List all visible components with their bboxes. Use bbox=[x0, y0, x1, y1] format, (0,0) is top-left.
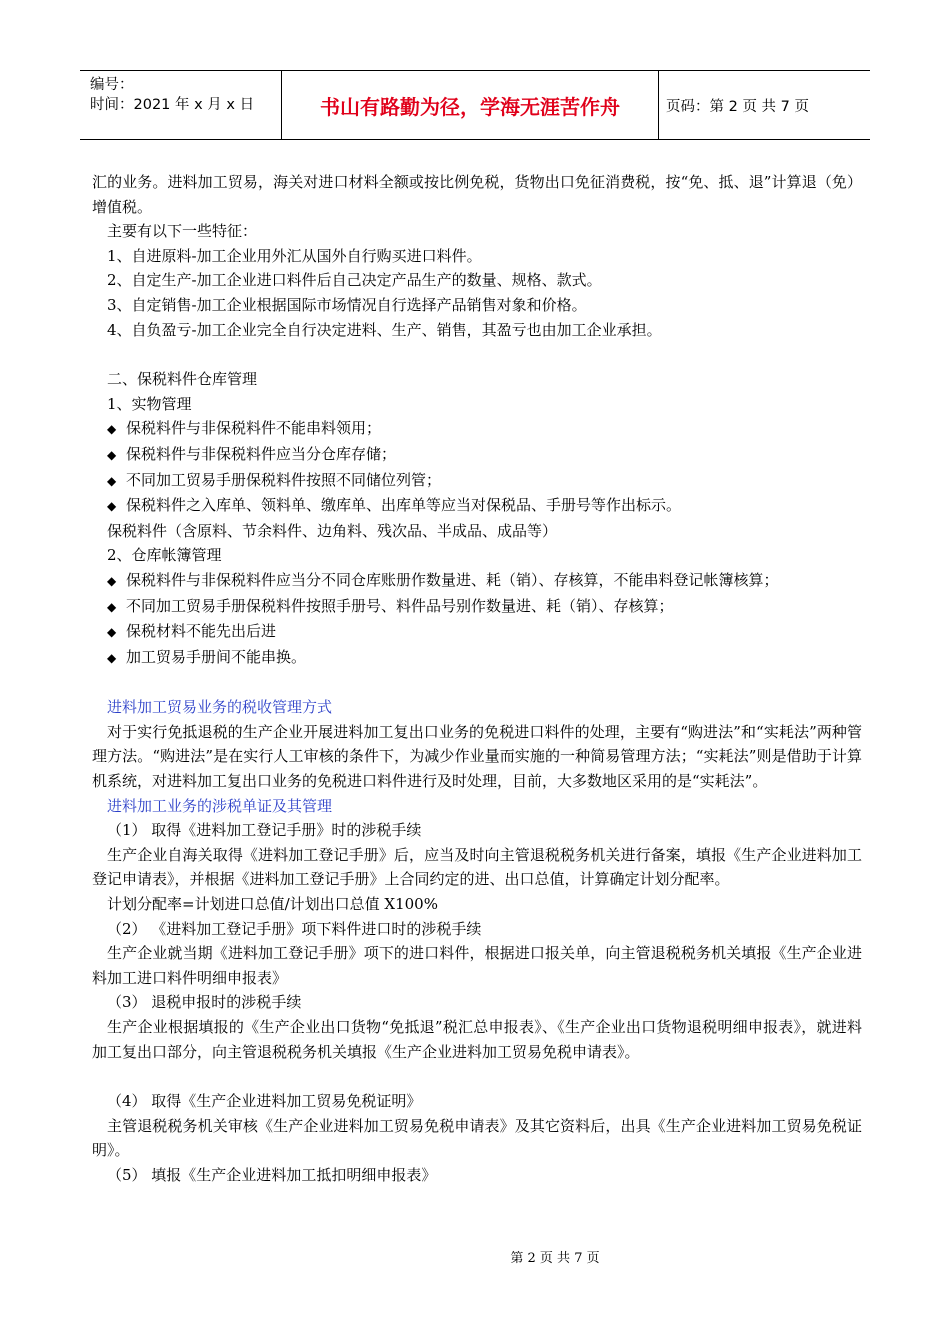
step-title: （5） 填报《生产企业进料加工抵扣明细申报表》 bbox=[107, 1165, 437, 1184]
bullet-item: ◆ 保税料件与非保税料件不能串料领用； bbox=[92, 416, 862, 442]
diamond-bullet-icon: ◆ bbox=[107, 422, 117, 437]
feature-item: 3、自定销售-加工企业根据国际市场情况自行选择产品销售对象和价格。 bbox=[107, 295, 587, 314]
paragraph: 生产企业根据填报的《生产企业出口货物“免抵退”税汇总申报表》、《生产企业出口货物退税明细申报表》，就进料加工复出口部分，向主管退税税务机关填报《生产企业进料加工贸易免税申请表》。 bbox=[92, 1018, 862, 1061]
step-title: （3） 退税申报时的涉税手续 bbox=[107, 993, 302, 1012]
paragraph: 生产企业就当期《进料加工登记手册》项下的进口料件，根据进口报关单，向主管退税税务机关填报《生产企业进料加工进口料件明细申报表》 bbox=[92, 944, 862, 987]
bullet-item: ◆ 保税料件与非保税料件应当分仓库存储； bbox=[92, 442, 862, 468]
doc-number-label: 编号： bbox=[90, 77, 134, 93]
page-header bbox=[80, 70, 870, 140]
doc-date-label: 时间：2021 年 x 月 x 日 bbox=[90, 97, 255, 113]
feature-item: 2、自定生产-加工企业进口料件后自己决定产品生产的数量、规格、款式。 bbox=[107, 271, 602, 290]
section-heading: 进料加工业务的涉税单证及其管理 bbox=[107, 796, 333, 815]
step-title: （4） 取得《生产企业进料加工贸易免税证明》 bbox=[107, 1092, 422, 1111]
bullet-item: ◆ 保税料件之入库单、领料单、缴库单、出库单等应当对保税品、手册号等作出标示。 bbox=[92, 493, 862, 519]
diamond-bullet-icon: ◆ bbox=[107, 573, 117, 588]
subsection-title: 2、仓库帐簿管理 bbox=[107, 546, 222, 565]
bullet-item: ◆ 保税材料不能先出后进 bbox=[92, 619, 862, 645]
diamond-bullet-icon: ◆ bbox=[107, 625, 117, 640]
paragraph: 主要有以下一些特征： bbox=[107, 222, 258, 241]
feature-item: 1、自进原料-加工企业用外汇从国外自行购买进口料件。 bbox=[107, 246, 482, 265]
paragraph: 生产企业自海关取得《进料加工登记手册》后，应当及时向主管退税税务机关进行备案，填报《生产企业进料加工登记申请表》，并根据《进料加工登记手册》上合同约定的进、出口总值，计算确定计划分配率。 bbox=[92, 845, 862, 889]
paragraph: 汇的业务。进料加工贸易，海关对进口材料全额或按比例免税，货物出口免征消费税，按“免、抵、退”计算退（免）增值税。 bbox=[92, 173, 862, 216]
paragraph: 保税料件（含原料、节余料件、边角料、残次品、半成品、成品等） bbox=[107, 521, 558, 540]
section-title: 二、保税料件仓库管理 bbox=[107, 370, 258, 389]
paragraph: 主管退税税务机关审核《生产企业进料加工贸易免税申请表》及其它资料后，出具《生产企业进料加工贸易免税证明》。 bbox=[92, 1116, 862, 1160]
subsection-title: 1、实物管理 bbox=[107, 394, 192, 413]
feature-item: 4、自负盈亏-加工企业完全自行决定进料、生产、销售，其盈亏也由加工企业承担。 bbox=[107, 320, 662, 339]
step-title: （1） 取得《进料加工登记手册》时的涉税手续 bbox=[107, 821, 422, 840]
bullet-item: ◆ 不同加工贸易手册保税料件按照不同储位列管； bbox=[92, 468, 862, 494]
bullet-item: ◆ 加工贸易手册间不能串换。 bbox=[92, 645, 862, 671]
diamond-bullet-icon: ◆ bbox=[107, 499, 117, 514]
diamond-bullet-icon: ◆ bbox=[107, 599, 117, 614]
paragraph: 对于实行免抵退税的生产企业开展进料加工复出口业务的免税进口料件的处理，主要有“购进法”和“实耗法”两种管理方法。“购进法”是在实行人工审核的条件下，为减少作业量而实施的一种简易管理方法；“实耗法”则是借助于计算机系统，对进料加工复出口业务的免税进口料件进行及时处理，目前，大多数地区采用的是“实耗法”。 bbox=[92, 722, 862, 791]
header-page-number: 页码：第 2 页 共 7 页 bbox=[666, 98, 809, 115]
page-footer: 第 2 页 共 7 页 bbox=[510, 1251, 600, 1266]
bullet-item: ◆ 保税料件与非保税料件应当分不同仓库账册作数量进、耗（销）、存核算，不能串料登记帐簿核算； bbox=[92, 568, 862, 594]
step-title: （2） 《进料加工登记手册》项下料件进口时的涉税手续 bbox=[107, 919, 482, 938]
formula: 计划分配率=计划进口总值/计划出口总值 X100% bbox=[107, 895, 438, 914]
header-meta bbox=[80, 71, 280, 139]
bullet-item: ◆ 不同加工贸易手册保税料件按照手册号、料件品号别作数量进、耗（销）、存核算； bbox=[92, 594, 862, 620]
header-motto: 书山有路勤为径，学海无涯苦作舟 bbox=[281, 71, 659, 139]
diamond-bullet-icon: ◆ bbox=[107, 447, 117, 462]
diamond-bullet-icon: ◆ bbox=[107, 473, 117, 488]
document-body bbox=[92, 170, 862, 1188]
section-heading: 进料加工贸易业务的税收管理方式 bbox=[107, 698, 333, 717]
diamond-bullet-icon: ◆ bbox=[107, 650, 117, 665]
